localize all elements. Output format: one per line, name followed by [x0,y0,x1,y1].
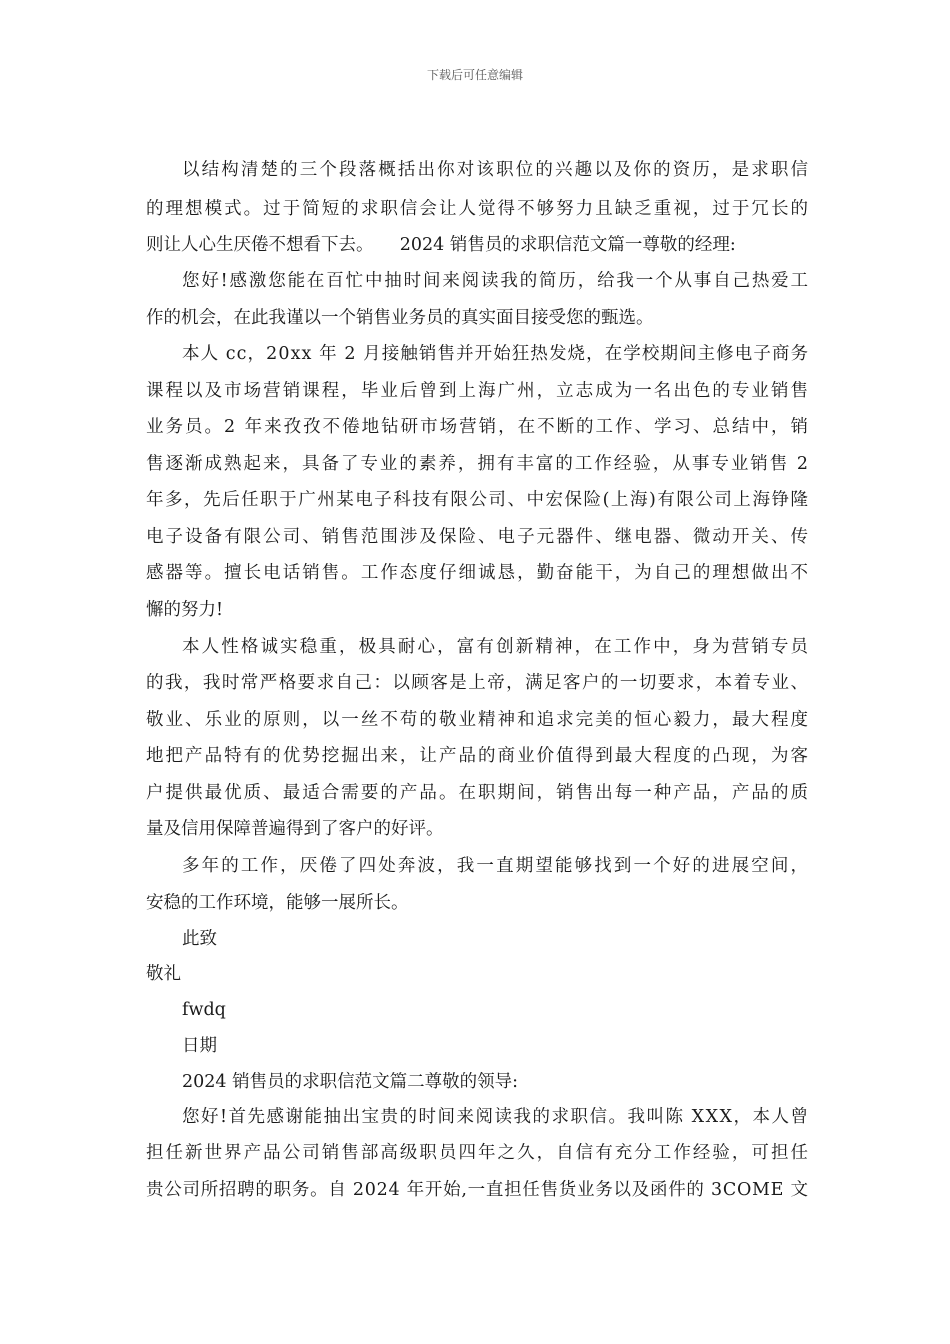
body-line: 户提供最优质、最适合需要的产品。在职期间，销售出每一种产品，产品的质 [146,783,811,803]
body-line: 日期 [182,1036,217,1056]
body-line: 多年的工作，厌倦了四处奔波，我一直期望能够找到一个好的进展空间， [182,856,811,876]
body-line: 您好!感激您能在百忙中抽时间来阅读我的简历，给我一个从事自己热爱工 [182,271,810,291]
body-line: 课程以及市场营销课程，毕业后曾到上海广州，立志成为一名出色的专业销售 [146,381,811,401]
body-line: 懈的努力! [146,600,224,620]
body-line: 您好!首先感谢能抽出宝贵的时间来阅读我的求职信。我叫陈 XXX，本人曾 [182,1107,810,1127]
body-line: 敬礼 [146,964,181,984]
body-line: 感器等。擅长电话销售。工作态度仔细诚恳，勤奋能干，为自己的理想做出不 [146,563,811,583]
body-line: 本人 cc，20xx 年 2 月接触销售并开始狂热发烧，在学校期间主修电子商务 [182,344,810,364]
body-line: 量及信用保障普遍得到了客户的好评。 [146,819,444,839]
body-line: 的理想模式。过于简短的求职信会让人觉得不够努力且缺乏重视，过于冗长的 [146,199,811,219]
body-line: 安稳的工作环境，能够一展所长。 [146,893,409,913]
body-line: fwdq [182,1000,226,1020]
body-line: 2024 销售员的求职信范文篇二尊敬的领导: [182,1072,518,1092]
body-line: 业务员。2 年来孜孜不倦地钻研市场营销，在不断的工作、学习、总结中，销 [146,417,810,437]
body-line: 的我，我时常严格要求自己：以顾客是上帝，满足客户的一切要求，本着专业、 [146,673,810,693]
body-line: 贵公司所招聘的职务。自 2024 年开始,一直担任售货业务以及函件的 3COME 文 [146,1180,809,1200]
body-line: 敬业、乐业的原则，以一丝不苟的敬业精神和追求完美的恒心毅力，最大程度 [146,710,811,730]
body-line: 售逐渐成熟起来，具备了专业的素养，拥有丰富的工作经验，从事专业销售 2 [146,454,810,474]
body-line: 担任新世界产品公司销售部高级职员四年之久，自信有充分工作经验，可担任 [146,1143,811,1163]
body-line: 电子设备有限公司、销售范围涉及保险、电子元器件、继电器、微动开关、传 [146,527,811,547]
body-line: 此致 [182,929,217,949]
body-line: 则让人心生厌倦不想看下去。 2024 销售员的求职信范文篇一尊敬的经理: [146,235,736,255]
body-line: 以结构清楚的三个段落概括出你对该职位的兴趣以及你的资历，是求职信 [182,160,811,180]
body-line: 本人性格诚实稳重，极具耐心，富有创新精神，在工作中，身为营销专员 [182,637,811,657]
body-line: 地把产品特有的优势挖掘出来，让产品的商业价值得到最大程度的凸现，为客 [146,746,811,766]
body-line: 年多，先后任职于广州某电子科技有限公司、中宏保险(上海)有限公司上海铮隆 [146,490,810,510]
body-line: 作的机会，在此我谨以一个销售业务员的真实面目接受您的甄选。 [146,308,654,328]
page-header: 下载后可任意编辑 [426,68,523,82]
